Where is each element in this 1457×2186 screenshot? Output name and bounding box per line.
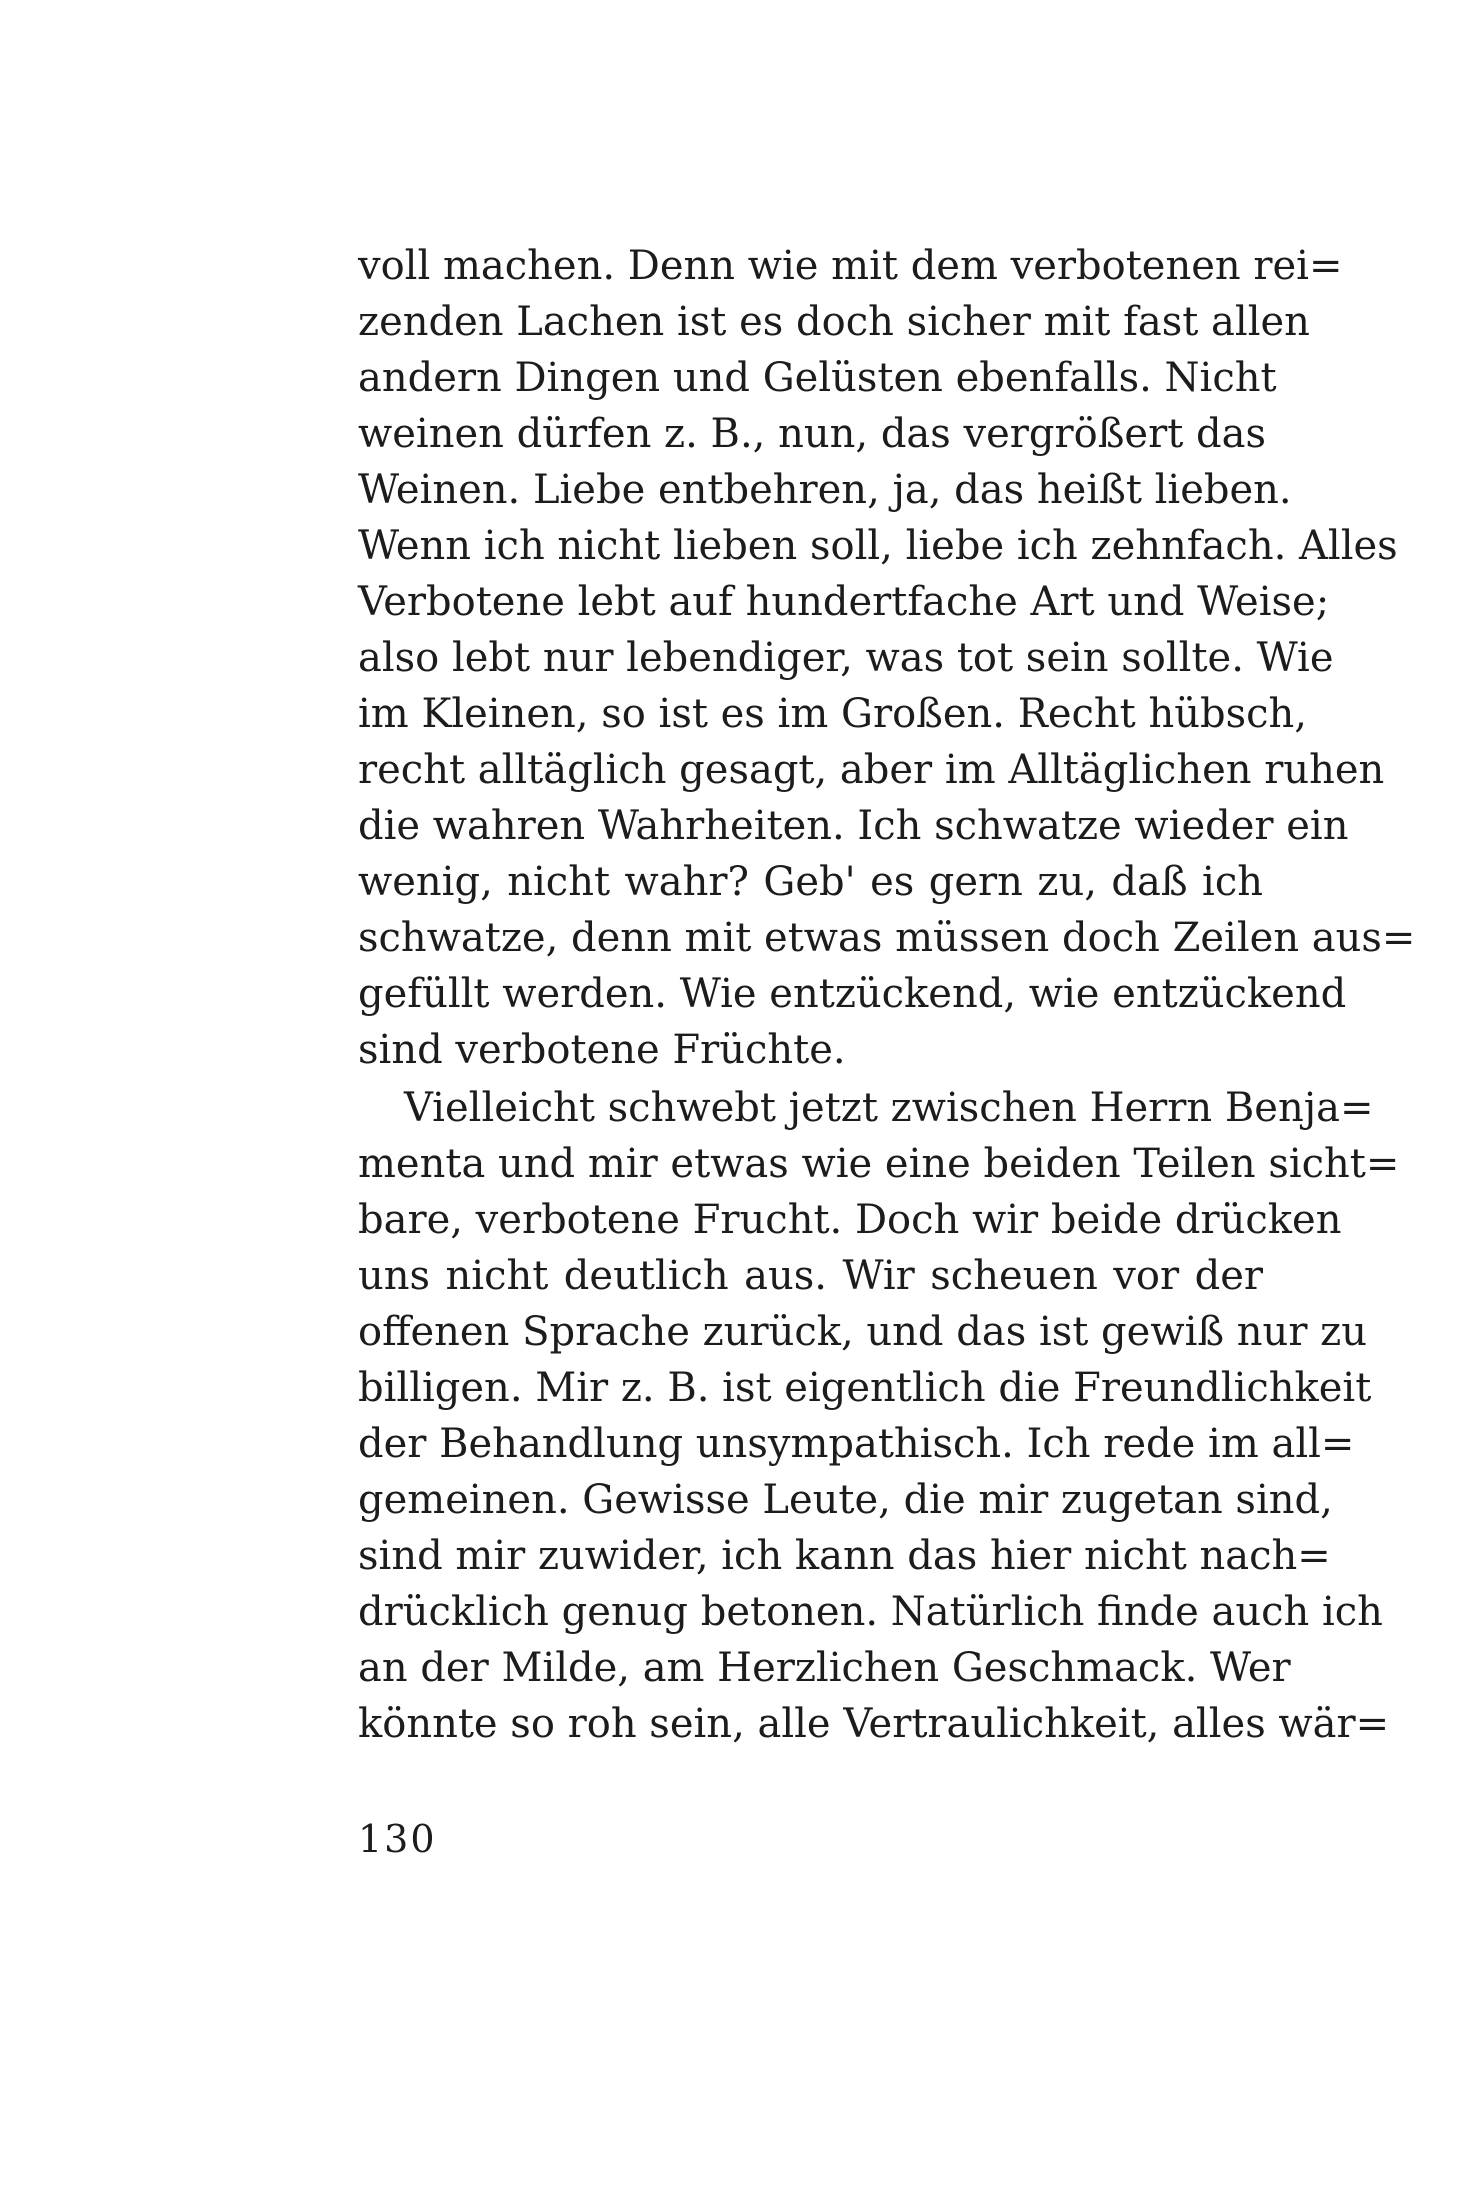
text-line: offenen Sprache zurück, und das ist gewiß nur zu [358, 1309, 1367, 1355]
text-line: bare, verbotene Frucht. Doch wir beide drücken [358, 1197, 1342, 1243]
text-line: also lebt nur lebendiger, was tot sein sollte. Wie [358, 635, 1334, 681]
text-line: gemeinen. Gewisse Leute, die mir zugetan sind, [358, 1477, 1333, 1523]
text-line: im Kleinen, so ist es im Großen. Recht hübsch, [358, 691, 1308, 737]
text-line: andern Dingen und Gelüsten ebenfalls. Nicht [358, 355, 1277, 401]
text-line: billigen. Mir z. B. ist eigentlich die Freundlichkeit [358, 1365, 1372, 1411]
text-line: die wahren Wahrheiten. Ich schwatze wieder ein [358, 803, 1349, 849]
text-line: sind mir zuwider, ich kann das hier nicht nach= [358, 1533, 1331, 1579]
text-line: an der Milde, am Herzlichen Geschmack. Wer [358, 1645, 1291, 1691]
text-line: gefüllt werden. Wie entzückend, wie entzückend [358, 971, 1347, 1017]
text-line: voll machen. Denn wie mit dem verbotenen rei= [358, 243, 1343, 289]
text-line: sind verbotene Früchte. [358, 1027, 846, 1073]
text-line: drücklich genug betonen. Natürlich finde auch ich [358, 1589, 1383, 1635]
text-line: Weinen. Liebe entbehren, ja, das heißt lieben. [358, 467, 1292, 513]
paragraph-2 [358, 1080, 1400, 1752]
text-line: Verbotene lebt auf hundertfache Art und Weise; [358, 579, 1330, 625]
paragraph-1 [358, 238, 1416, 1078]
text-line: Vielleicht schwebt jetzt zwischen Herrn Benja= [404, 1085, 1374, 1131]
text-line: wenig, nicht wahr? Geb' es gern zu, daß ich [358, 859, 1263, 905]
text-line: Wenn ich nicht lieben soll, liebe ich zehnfach. Alles [358, 523, 1398, 569]
text-line: der Behandlung unsympathisch. Ich rede im all= [358, 1421, 1355, 1467]
text-line: recht alltäglich gesagt, aber im Alltäglichen ruhen [358, 747, 1385, 793]
text-line: schwatze, denn mit etwas müssen doch Zeilen aus= [358, 915, 1416, 961]
page-number: 130 [358, 1817, 437, 1861]
text-line: uns nicht deutlich aus. Wir scheuen vor der [358, 1253, 1263, 1299]
text-line: weinen dürfen z. B., nun, das vergrößert das [358, 411, 1266, 457]
text-line: könnte so roh sein, alle Vertraulichkeit, alles wär= [358, 1701, 1390, 1747]
text-line: menta und mir etwas wie eine beiden Teilen sicht= [358, 1141, 1400, 1187]
text-line: zenden Lachen ist es doch sicher mit fast allen [358, 299, 1310, 345]
